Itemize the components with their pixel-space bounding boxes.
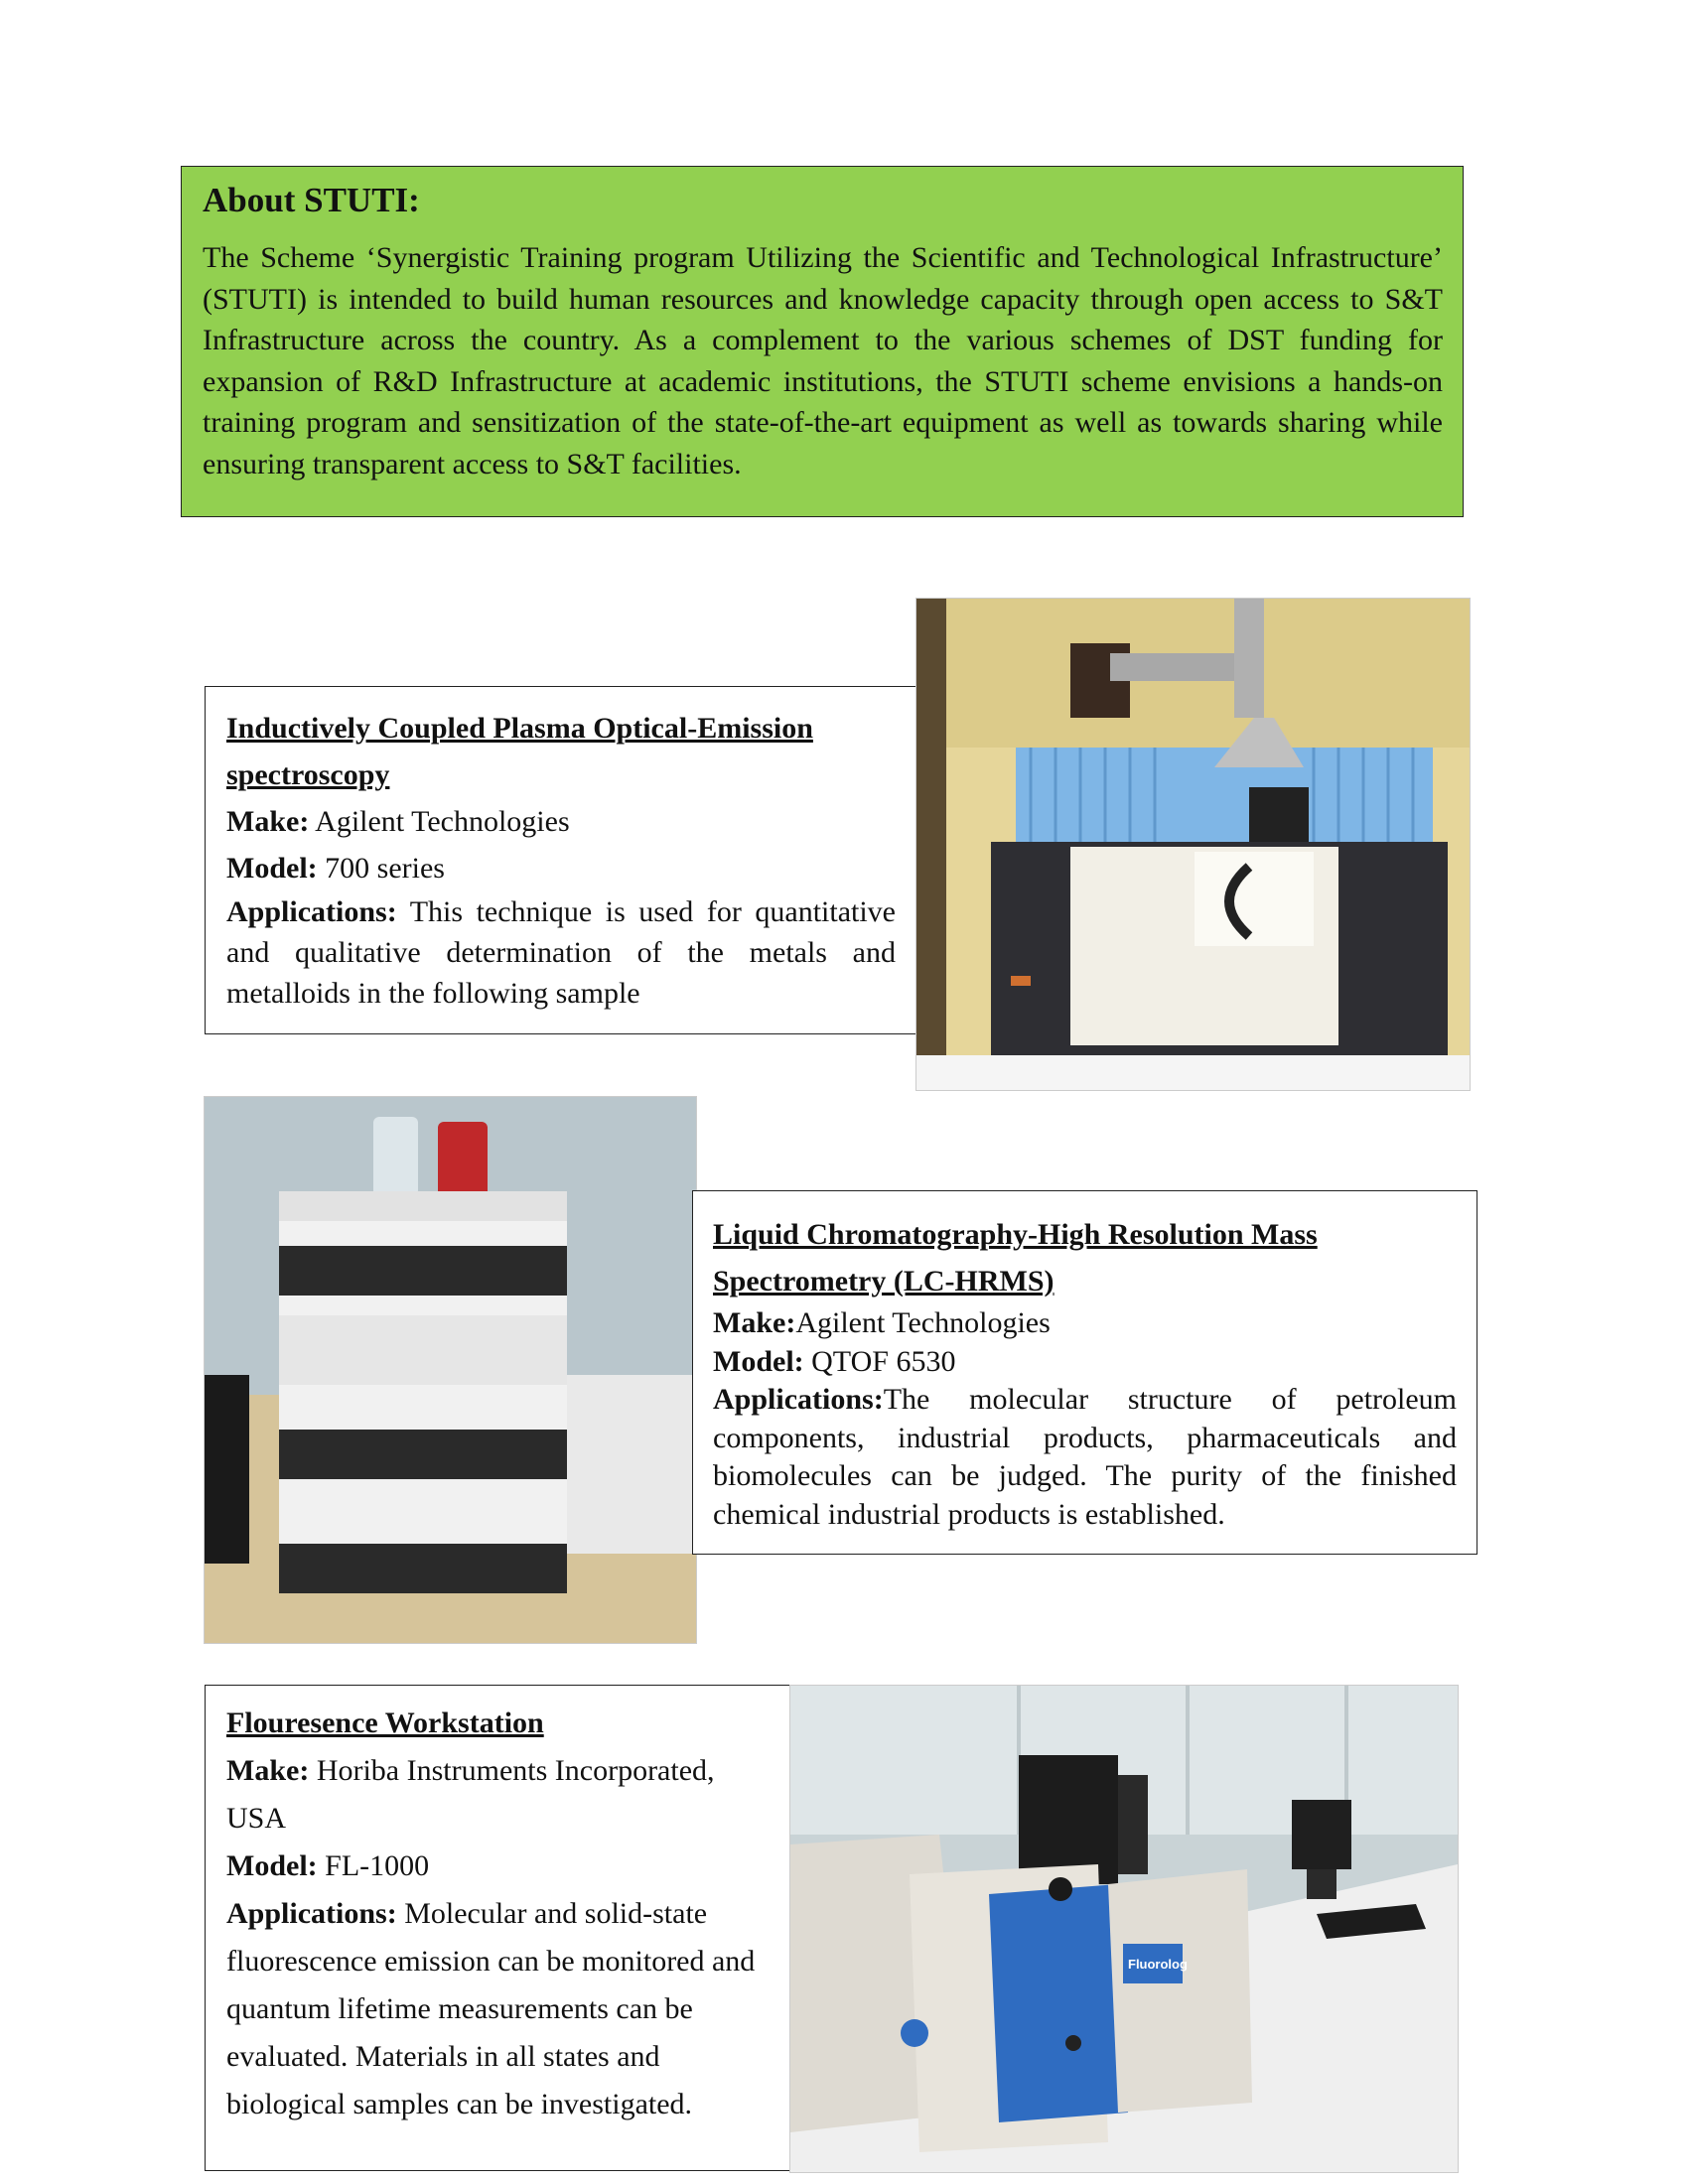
fluorescence-applications: Molecular and solid-state fluorescence emission can be monitored and quantum lifetime measurements can be evaluated. Materials in all states and biological samples can be investigated. — [226, 1897, 756, 2120]
lc-hrms-instrument-photo — [204, 1096, 697, 1644]
make-label: Make: — [713, 1306, 796, 1339]
model-label: Model: — [226, 1849, 318, 1882]
applications-label: Applications: — [713, 1383, 884, 1416]
lc-hrms-model: QTOF 6530 — [803, 1344, 956, 1378]
icp-oes-model: 700 series — [317, 852, 445, 885]
lc-hrms-make: Agilent Technologies — [795, 1306, 1051, 1339]
fluorescence-workstation-photo — [789, 1685, 1459, 2173]
applications-label: Applications: — [226, 895, 397, 928]
about-body: The Scheme ‘Synergistic Training program Utilizing the Scientific and Technological Infrastructure’ (STUTI) is intended to build human resources and knowledge capacity through open access to S&T Infrastructure across the country. As a complement to the various schemes of DST funding for expansion of R&D Infrastructure at academic institutions, the STUTI scheme envisions a hands-on training program and sensitization of the state-of-the-art equipment as well as towards sharing while ensuring transparent access to S&T facilities. — [203, 241, 1443, 480]
model-label: Model: — [226, 852, 318, 885]
fluorescence-model: FL-1000 — [317, 1849, 430, 1882]
lc-hrms-applications: The molecular structure of petroleum components, industrial products, pharmaceuticals and biomolecules can be judged. The purity of the finished chemical industrial products is established. — [713, 1383, 1457, 1531]
icp-oes-info-box — [205, 686, 916, 1034]
icp-oes-title: Inductively Coupled Plasma Optical-Emission spectroscopy — [226, 712, 813, 791]
model-label: Model: — [713, 1344, 804, 1378]
applications-label: Applications: — [226, 1897, 397, 1930]
lc-hrms-title: Liquid Chromatography-High Resolution Mass Spectrometry (LC-HRMS) — [713, 1218, 1318, 1297]
icp-oes-make: Agilent Technologies — [309, 805, 570, 838]
fluorescence-make: Horiba Instruments Incorporated, USA — [226, 1754, 715, 1835]
fluorescence-title: Flouresence Workstation — [226, 1706, 544, 1739]
about-heading: About STUTI: — [203, 181, 420, 219]
icp-oes-instrument-photo — [915, 598, 1471, 1091]
fluorescence-info-box — [205, 1685, 790, 2171]
lc-hrms-info-box — [692, 1190, 1477, 1555]
icp-oes-applications: This technique is used for quantitative and qualitative determination of the metals and metalloids in the following sample — [226, 895, 896, 1010]
about-stuti-box — [181, 166, 1464, 517]
make-label: Make: — [226, 1754, 310, 1787]
fluorolog-label: Fluorolog — [1128, 1957, 1188, 1972]
make-label: Make: — [226, 805, 310, 838]
